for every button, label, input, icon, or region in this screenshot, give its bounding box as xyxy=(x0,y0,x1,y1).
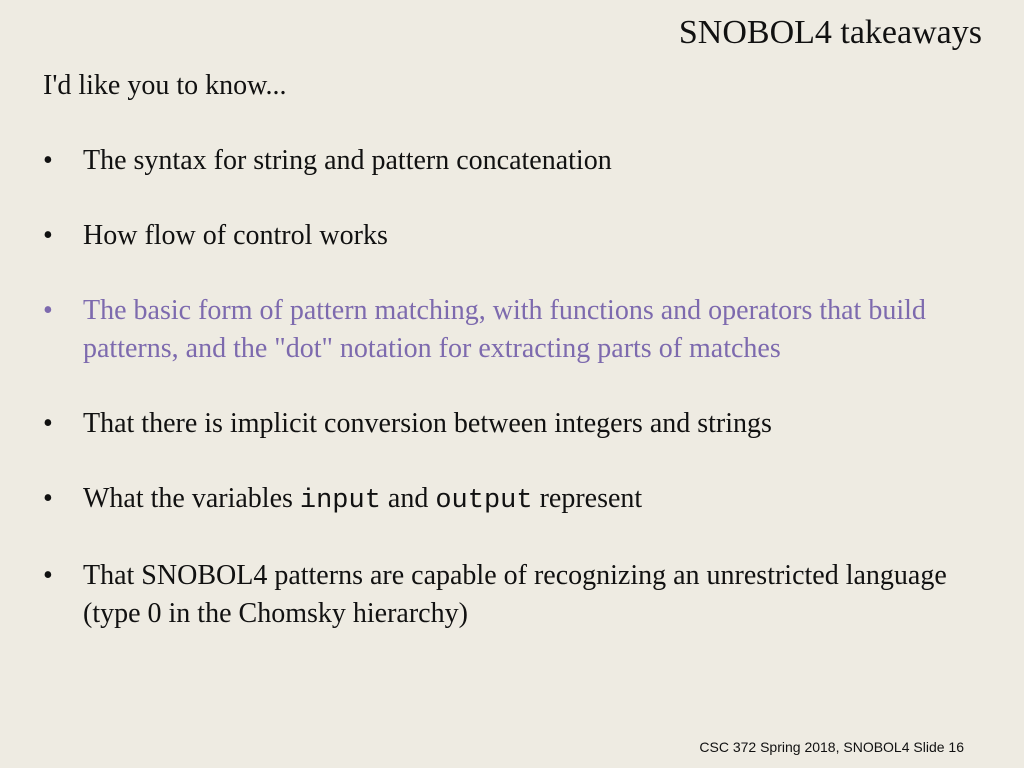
bullet-unrestricted-language xyxy=(43,557,983,633)
bullet-marker: • xyxy=(43,560,53,591)
slide-footer: CSC 372 Spring 2018, SNOBOL4 Slide 16 xyxy=(699,739,964,755)
bullet-text-part: and xyxy=(380,483,436,514)
bullet-text: The basic form of pattern matching, with functions and operators that build patterns, and the "dot" notation for extracting parts of matches xyxy=(83,295,926,364)
bullet-text: How flow of control works xyxy=(83,220,388,251)
code-output: output xyxy=(435,486,533,516)
code-input: input xyxy=(299,486,381,516)
bullet-text: That there is implicit conversion between integers and strings xyxy=(83,408,772,439)
bullet-concatenation-syntax xyxy=(43,142,983,180)
slide-title: SNOBOL4 takeaways xyxy=(678,14,982,51)
takeaways-list xyxy=(43,142,983,670)
bullet-flow-of-control xyxy=(43,217,983,255)
bullet-marker: • xyxy=(43,220,53,251)
bullet-text-part: represent xyxy=(532,483,643,514)
bullet-marker: • xyxy=(43,483,53,514)
bullet-pattern-matching xyxy=(43,292,983,368)
bullet-marker: • xyxy=(43,295,53,326)
bullet-text-part: What the variables xyxy=(83,483,300,514)
bullet-input-output-variables xyxy=(43,480,983,520)
bullet-marker: • xyxy=(43,408,53,439)
bullet-implicit-conversion xyxy=(43,405,983,443)
bullet-text: That SNOBOL4 patterns are capable of recognizing an unrestricted language (type 0 in the Chomsky hierarchy) xyxy=(83,560,947,629)
bullet-marker: • xyxy=(43,145,53,176)
bullet-text: The syntax for string and pattern concatenation xyxy=(83,145,612,176)
intro-text: I'd like you to know... xyxy=(43,70,287,101)
